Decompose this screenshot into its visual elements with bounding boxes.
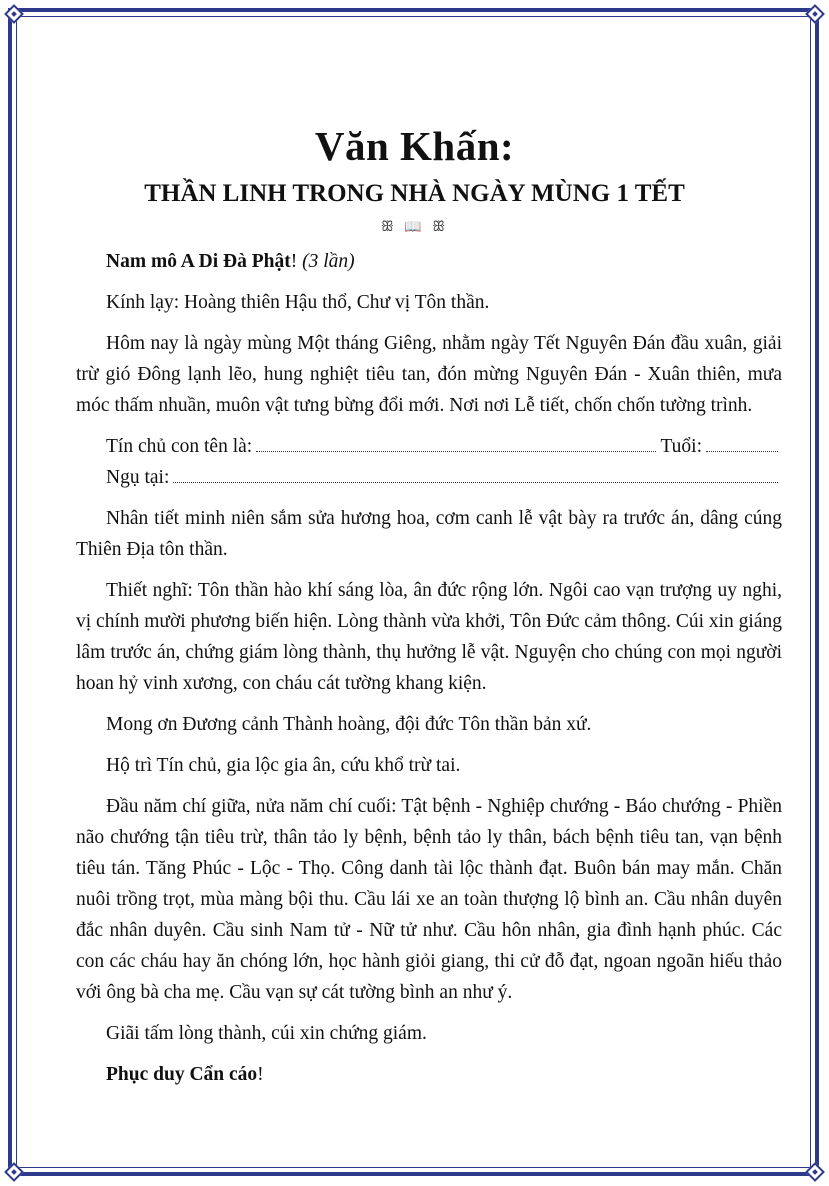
closing-line: Phục duy Cẩn cáo! [106, 1064, 264, 1085]
age-label: Tuổi: [660, 436, 702, 457]
address-blank [173, 462, 778, 483]
address-label: Ngụ tại: [106, 467, 170, 488]
invocation-line: Nam mô A Di Đà Phật! (3 lần) [106, 251, 355, 272]
paragraph-1: Hôm nay là ngày mùng Một tháng Giêng, nhằm ngày Tết Nguyên Đán đầu xuân, giải trừ gió Đông lạnh lẽo, hung nghiệt tiêu tan, đón mừng Nguyên Đán - Xuân thiên, mưa móc thấm nhuần, muôn vật tưng bừng đổi mới. Nơi nơi Lễ tiết, chốn chốn tường trình. [76, 333, 782, 416]
greeting-paragraph: Kính lạy: Hoàng thiên Hậu thổ, Chư vị Tôn thần. [106, 292, 490, 313]
paragraph-3: Thiết nghĩ: Tôn thần hào khí sáng lòa, ân đức rộng lớn. Ngôi cao vạn trượng uy nghi, vị chính mười phương biến hiện. Lòng thành vừa khởi, Tôn Đức cảm thông. Cúi xin giáng lâm trước án, chứng giám lòng thành, thụ hưởng lễ vật. Nguyện cho chúng con mọi người hoan hỷ vinh xương, con cháu cát tường khang kiện. [76, 580, 782, 694]
document-title: Văn Khấn: [314, 123, 515, 169]
book-ornament-icon: ꕥ 📖 ꕥ [380, 219, 449, 235]
paragraph-2: Nhân tiết minh niên sắm sửa hương hoa, cơm canh lễ vật bày ra trước án, dâng cúng Thiên Địa tôn thần. [76, 508, 782, 560]
paragraph-5: Hộ trì Tín chủ, gia lộc gia ân, cứu khổ trừ tai. [106, 755, 461, 776]
paragraph-6: Đầu năm chí giữa, nửa năm chí cuối: Tật bệnh - Nghiệp chướng - Báo chướng - Phiền não chướng tận tiêu trừ, thân tảo ly bệnh, bệnh tảo ly thân, bách bệnh tiêu tan, vạn bệnh tiêu tán. Tăng Phúc - Lộc - Thọ. Công danh tài lộc thành đạt. Buôn bán may mắn. Chăn nuôi trồng trọt, mùa màng bội thu. Cầu lái xe an toàn thượng lộ bình an. Cầu nhân duyên đắc nhân duyên. Cầu sinh Nam tử - Nữ tử như. Cầu hôn nhân, gia đình hạnh phúc. Các con các cháu hay ăn chóng lớn, học hành giỏi giang, thi cử đỗ đạt, ngoan ngoãn hiếu thảo với ông bà cha mẹ. Cầu vạn sự cát tường bình an như ý. [76, 796, 782, 1003]
name-blank [256, 431, 656, 452]
paragraph-4: Mong ơn Đương cảnh Thành hoàng, đội đức Tôn thần bản xứ. [106, 714, 592, 735]
document-subtitle: THẦN LINH TRONG NHÀ NGÀY MÙNG 1 TẾT [144, 180, 685, 207]
paragraph-7: Giãi tấm lòng thành, cúi xin chứng giám. [106, 1023, 427, 1044]
address-field [76, 462, 782, 493]
name-age-field [76, 431, 782, 462]
age-blank [706, 431, 778, 452]
prayer-body [76, 246, 782, 1100]
name-label: Tín chủ con tên là: [106, 436, 253, 457]
